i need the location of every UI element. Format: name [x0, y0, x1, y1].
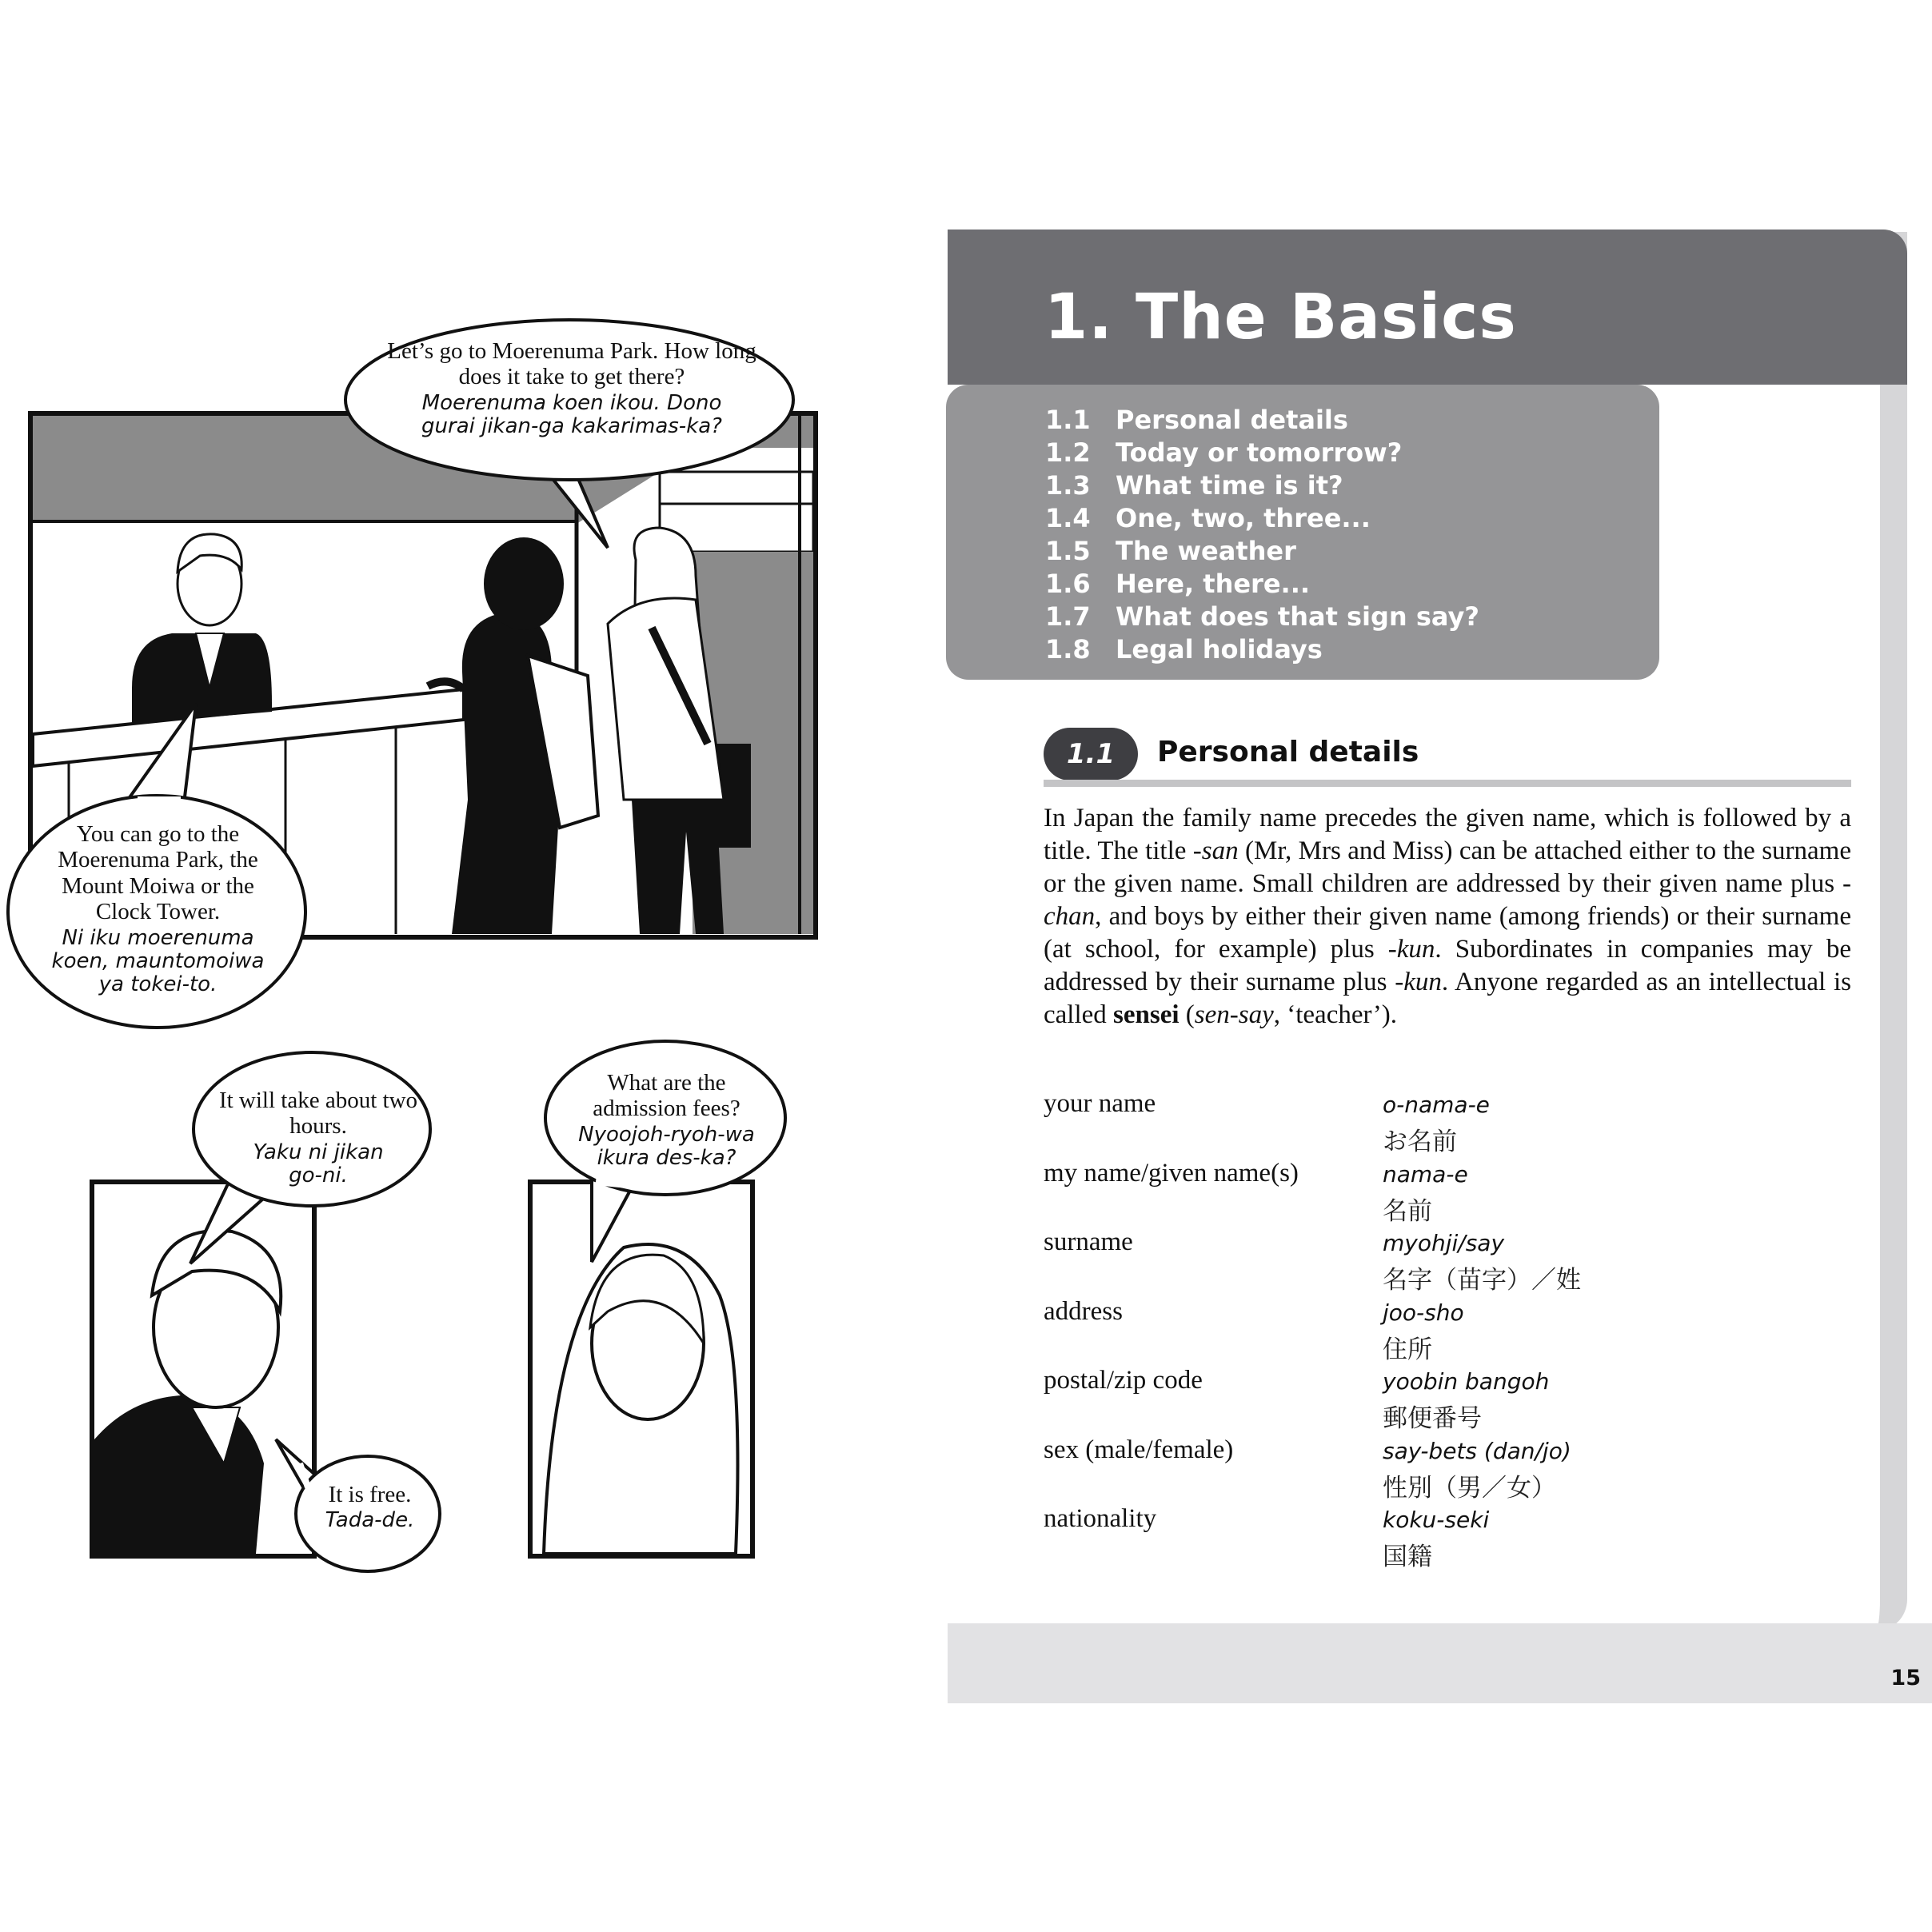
vocab-kanji: 郵便番号: [1383, 1404, 1482, 1433]
bubble-1-japanese: Moerenuma koen ikou. Dono gurai jikan-ga kakarimas-ka?: [421, 390, 722, 439]
speech-bubble-1: [364, 338, 780, 438]
vocab-romaji: myohji/say: [1383, 1230, 1505, 1256]
vocab-term: sex (male/female): [1044, 1435, 1234, 1464]
vocab-row: [1044, 1504, 1851, 1574]
toc-item: 1.4 One, two, three...: [1045, 503, 1371, 533]
speech-bubble-3: [214, 1088, 422, 1188]
vocab-kanji: 名前: [1383, 1196, 1432, 1226]
section-number-badge: 1.1: [1044, 728, 1138, 780]
vocab-romaji: joo-sho: [1383, 1299, 1464, 1326]
bubble-5-japanese: Tada-de.: [325, 1508, 415, 1533]
vocab-term: nationality: [1044, 1504, 1157, 1533]
page-number: 15: [1890, 1666, 1921, 1690]
vocab-kanji: 住所: [1383, 1335, 1432, 1364]
vocab-row: [1044, 1089, 1851, 1159]
vocab-row: [1044, 1159, 1851, 1228]
vocab-row: [1044, 1366, 1851, 1435]
vocab-kanji: 国籍: [1383, 1543, 1432, 1571]
speech-bubble-2: [32, 821, 284, 996]
intro-paragraph: In Japan the family name precedes the given name, which is followed by a title. The title -san (Mr, Mrs and Miss) can be attached either to the surname or the given name. Small children are addressed by their given name plus -chan, and boys by either their given name (among friends) or their surname (at school, for example) plus -kun. Subordinates in companies may be addressed by their surname plus -kun. Anyone regarded as an intellectual is called sensei (sen-say, ‘teacher’).: [1044, 804, 1851, 1029]
vocabulary-list: [1044, 1089, 1851, 1574]
comic-panel-bottom-right: [530, 1182, 752, 1556]
vocab-kanji: お名前: [1383, 1128, 1457, 1156]
vocab-term: your name: [1044, 1089, 1156, 1118]
section-heading: [1044, 728, 1851, 788]
chapter-title: 1. The Basics: [1044, 281, 1517, 353]
toc-item: 1.1 Personal details: [1045, 405, 1348, 435]
section-divider: [1044, 780, 1851, 787]
vocab-romaji: yoobin bangoh: [1383, 1368, 1550, 1395]
vocab-term: address: [1044, 1296, 1123, 1326]
vocab-romaji: say-bets (dan/jo): [1383, 1437, 1571, 1464]
bubble-3-japanese: Yaku ni jikan go-ni.: [253, 1140, 384, 1188]
bubble-5-english: It is free.: [328, 1482, 412, 1507]
toc-item: 1.5 The weather: [1045, 536, 1296, 566]
bubble-2-japanese: Ni iku moerenuma koen, mauntomoiwa ya tokei-to.: [51, 925, 265, 997]
vocab-term: postal/zip code: [1044, 1366, 1203, 1395]
bubble-4-japanese: Nyoojoh-ryoh-wa ikura des-ka?: [578, 1122, 755, 1171]
bubble-4-english: What are the admission fees?: [593, 1070, 740, 1122]
vocab-term: surname: [1044, 1227, 1133, 1256]
vocab-romaji: o-nama-e: [1383, 1092, 1490, 1118]
vocab-kanji: 名字（苗字）／姓: [1383, 1266, 1581, 1295]
speech-bubble-4: [565, 1070, 768, 1170]
toc-item: 1.3 What time is it?: [1045, 470, 1343, 501]
vocab-kanji: 性別（男／女）: [1383, 1473, 1556, 1503]
speech-bubble-5: [308, 1482, 432, 1533]
bubble-1-english: Let’s go to Moerenuma Park. How long does it take to get there?: [387, 338, 756, 390]
toc-item: 1.6 Here, there...: [1045, 569, 1310, 599]
vocab-romaji: koku-seki: [1383, 1507, 1490, 1533]
vocab-row: [1044, 1297, 1851, 1367]
page-bottom-band: [948, 1623, 1932, 1703]
vocab-romaji: nama-e: [1383, 1160, 1468, 1188]
toc-item: 1.8 Legal holidays: [1045, 634, 1323, 665]
section-title: Personal details: [1157, 736, 1419, 768]
bubble-3-english: It will take about two hours.: [218, 1088, 418, 1140]
toc-item: 1.7 What does that sign say?: [1045, 601, 1479, 632]
vocab-row: [1044, 1435, 1851, 1505]
bubble-2-english: You can go to the Moerenuma Park, the Mount Moiwa or the Clock Tower.: [58, 821, 258, 925]
vocab-term: my name/given name(s): [1044, 1158, 1299, 1188]
chapter-contents-list: [1045, 404, 1479, 666]
vocab-row: [1044, 1227, 1851, 1297]
toc-item: 1.2 Today or tomorrow?: [1045, 437, 1403, 468]
